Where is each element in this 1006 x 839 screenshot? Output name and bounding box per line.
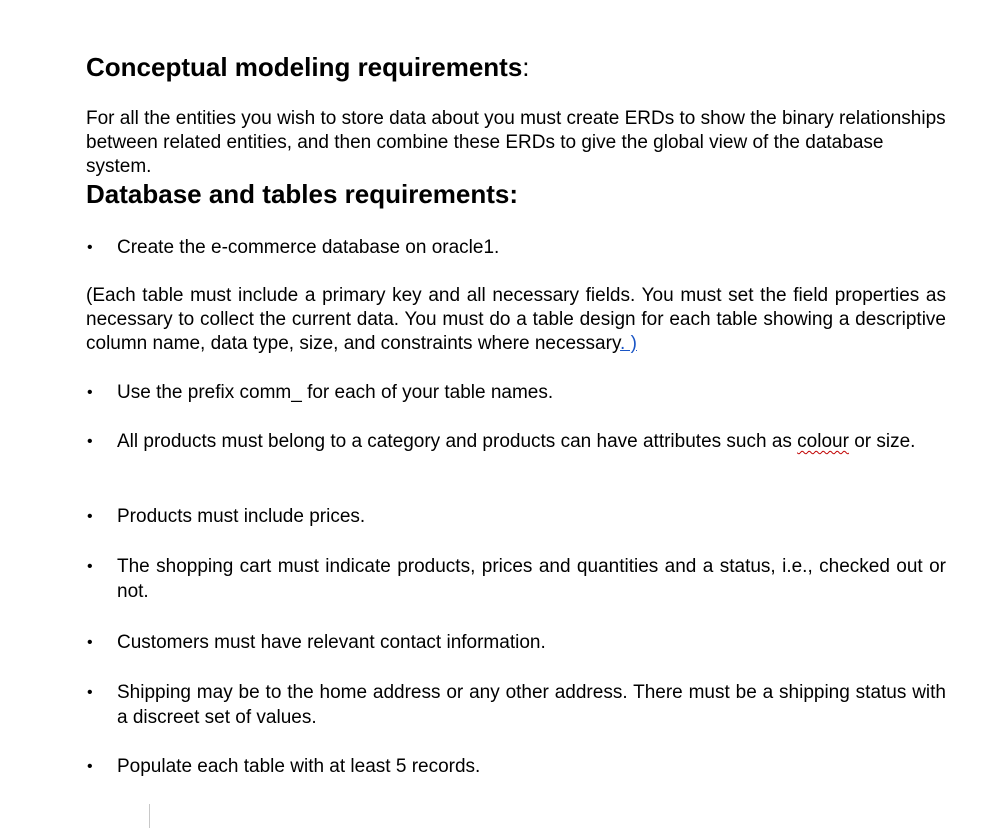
bullet-table-prefix [86,381,946,406]
heading-conceptual-colon: : [522,52,530,82]
bullet-populate [86,755,946,780]
bullet-text: Use the prefix comm_ for each of your table names. [117,382,554,403]
bullet-text: Populate each table with at least 5 records. [117,756,481,777]
bullet-glyph: • [87,684,93,701]
bullet-create-database [86,236,946,261]
bullet-text: Customers must have relevant contact information. [117,632,546,653]
bullet-glyph: • [87,634,93,651]
bullet-text: Shipping may be to the home address or any other address. There must be a shipping status with a discreet set of values. [117,682,946,728]
intro-paragraph: For all the entities you wish to store data about you must create ERDs to show the binary relationships between related entities, and then combine these ERDs to give the global view of the database system. [86,108,946,177]
table-note-paragraph [86,284,946,356]
bullet-text: Products must include prices. [117,506,366,527]
bullet-text: The shopping cart must indicate products, prices and quantities and a status, i.e., checked out or not. [117,556,946,602]
text-cursor-line [149,804,150,828]
bullet-text: Create the e-commerce database on oracle1. [117,237,500,258]
bullet-text-part: or size. [848,431,916,452]
table-note-text: (Each table must include a primary key and all necessary fields. You must set the field properties as necessary to collect the current data. You must do a table design for each table showing a descriptive column name, data type, size, and constraints where necessary [86,285,946,354]
bullet-glyph: • [87,508,93,525]
bullet-glyph: • [87,384,93,401]
bullet-glyph: • [87,558,93,575]
bullet-text-part: All products must belong to a category and products can have attributes such as [117,431,798,452]
bullet-shipping [86,681,946,730]
bullet-glyph: • [87,239,93,256]
bullet-products-prices [86,505,946,530]
spelling-flagged-word[interactable]: colour [797,431,849,452]
heading-database-tables: Database and tables requirements: [86,179,519,209]
bullet-glyph: • [87,758,93,775]
bullet-customers [86,631,946,656]
bullet-products-category [86,430,946,455]
heading-conceptual-text: Conceptual modeling requirements [86,52,523,82]
table-note-tail: . ) [620,333,637,354]
bullet-text [117,430,946,455]
heading-conceptual-modeling [86,52,530,82]
bullet-shopping-cart [86,555,946,604]
bullet-glyph: • [87,433,93,450]
